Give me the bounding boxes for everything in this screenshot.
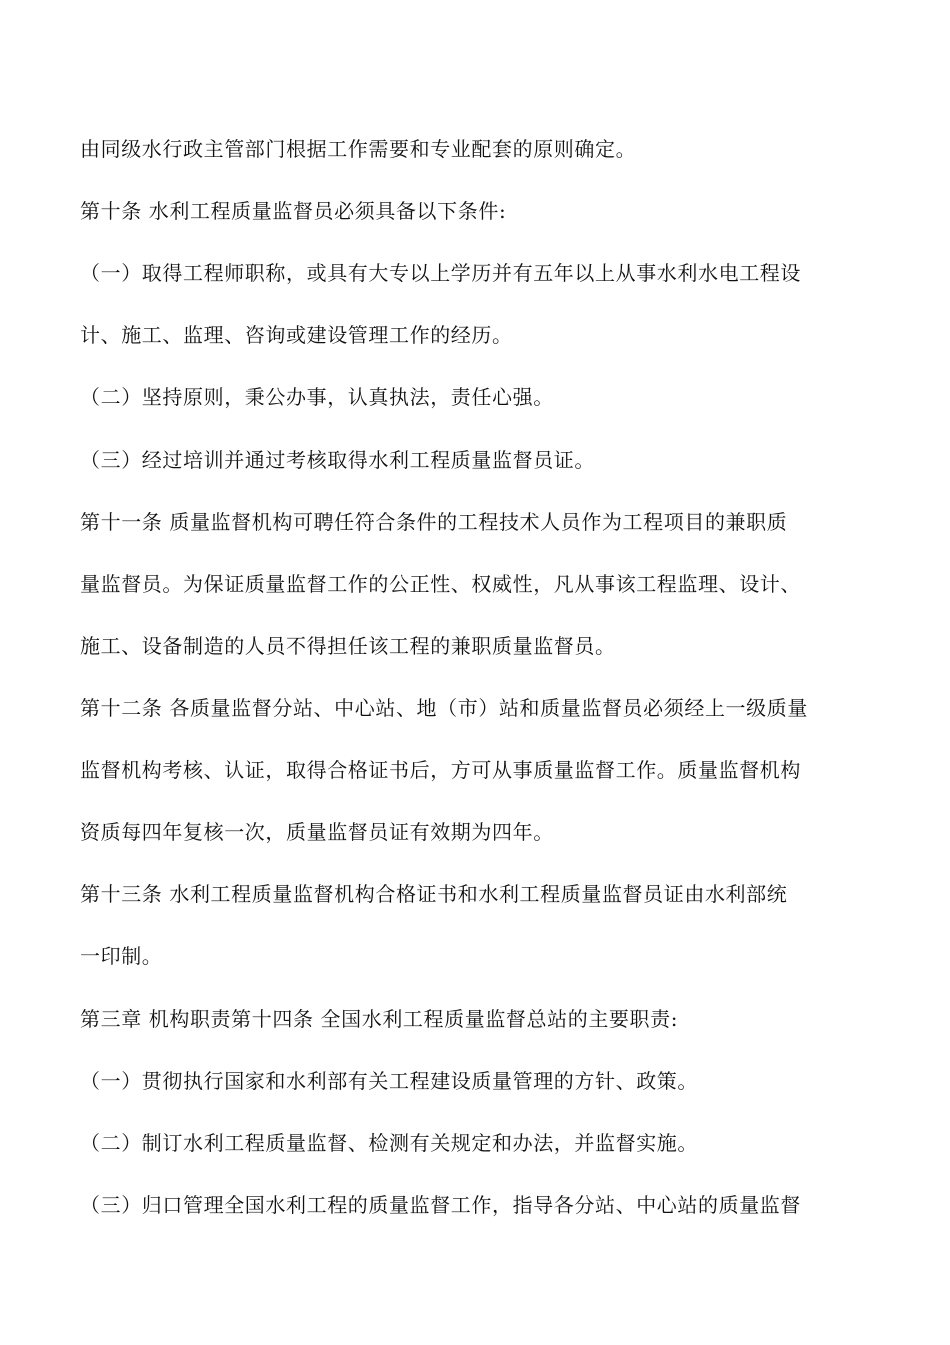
text-line-3: （一）取得工程师职称，或具有大专以上学历并有五年以上从事水利水电工程设: [80, 261, 801, 285]
article-13-heading: 第十三条 水利工程质量监督机构合格证书和水利工程质量监督员证由水利部统: [80, 882, 788, 906]
text-line-18: （三）归口管理全国水利工程的质量监督工作，指导各分站、中心站的质量监督: [80, 1193, 801, 1217]
chapter-3-heading: 第三章 机构职责第十四条 全国水利工程质量监督总站的主要职责:: [80, 1007, 679, 1031]
text-line-11: 监督机构考核、认证，取得合格证书后，方可从事质量监督工作。质量监督机构: [80, 758, 801, 782]
text-line-16: （一）贯彻执行国家和水利部有关工程建设质量管理的方针、政策。: [80, 1069, 698, 1093]
article-10-heading: 第十条 水利工程质量监督员必须具备以下条件:: [80, 199, 507, 223]
text-line-14: 一印制。: [80, 944, 163, 968]
text-line-12: 资质每四年复核一次，质量监督员证有效期为四年。: [80, 820, 554, 844]
text-line-17: （二）制订水利工程质量监督、检测有关规定和办法，并监督实施。: [80, 1131, 698, 1155]
article-11-heading: 第十一条 质量监督机构可聘任符合条件的工程技术人员作为工程项目的兼职质: [80, 510, 788, 534]
text-line-8: 量监督员。为保证质量监督工作的公正性、权威性，凡从事该工程监理、设计、: [80, 572, 801, 596]
text-line-1: 由同级水行政主管部门根据工作需要和专业配套的原则确定。: [80, 137, 637, 161]
text-line-4: 计、施工、监理、咨询或建设管理工作的经历。: [80, 323, 513, 347]
text-line-5: （二）坚持原则，秉公办事，认真执法，责任心强。: [80, 385, 554, 409]
text-line-9: 施工、设备制造的人员不得担任该工程的兼职质量监督员。: [80, 634, 616, 658]
article-12-heading: 第十二条 各质量监督分站、中心站、地（市）站和质量监督员必须经上一级质量: [80, 696, 808, 720]
text-line-6: （三）经过培训并通过考核取得水利工程质量监督员证。: [80, 448, 595, 472]
